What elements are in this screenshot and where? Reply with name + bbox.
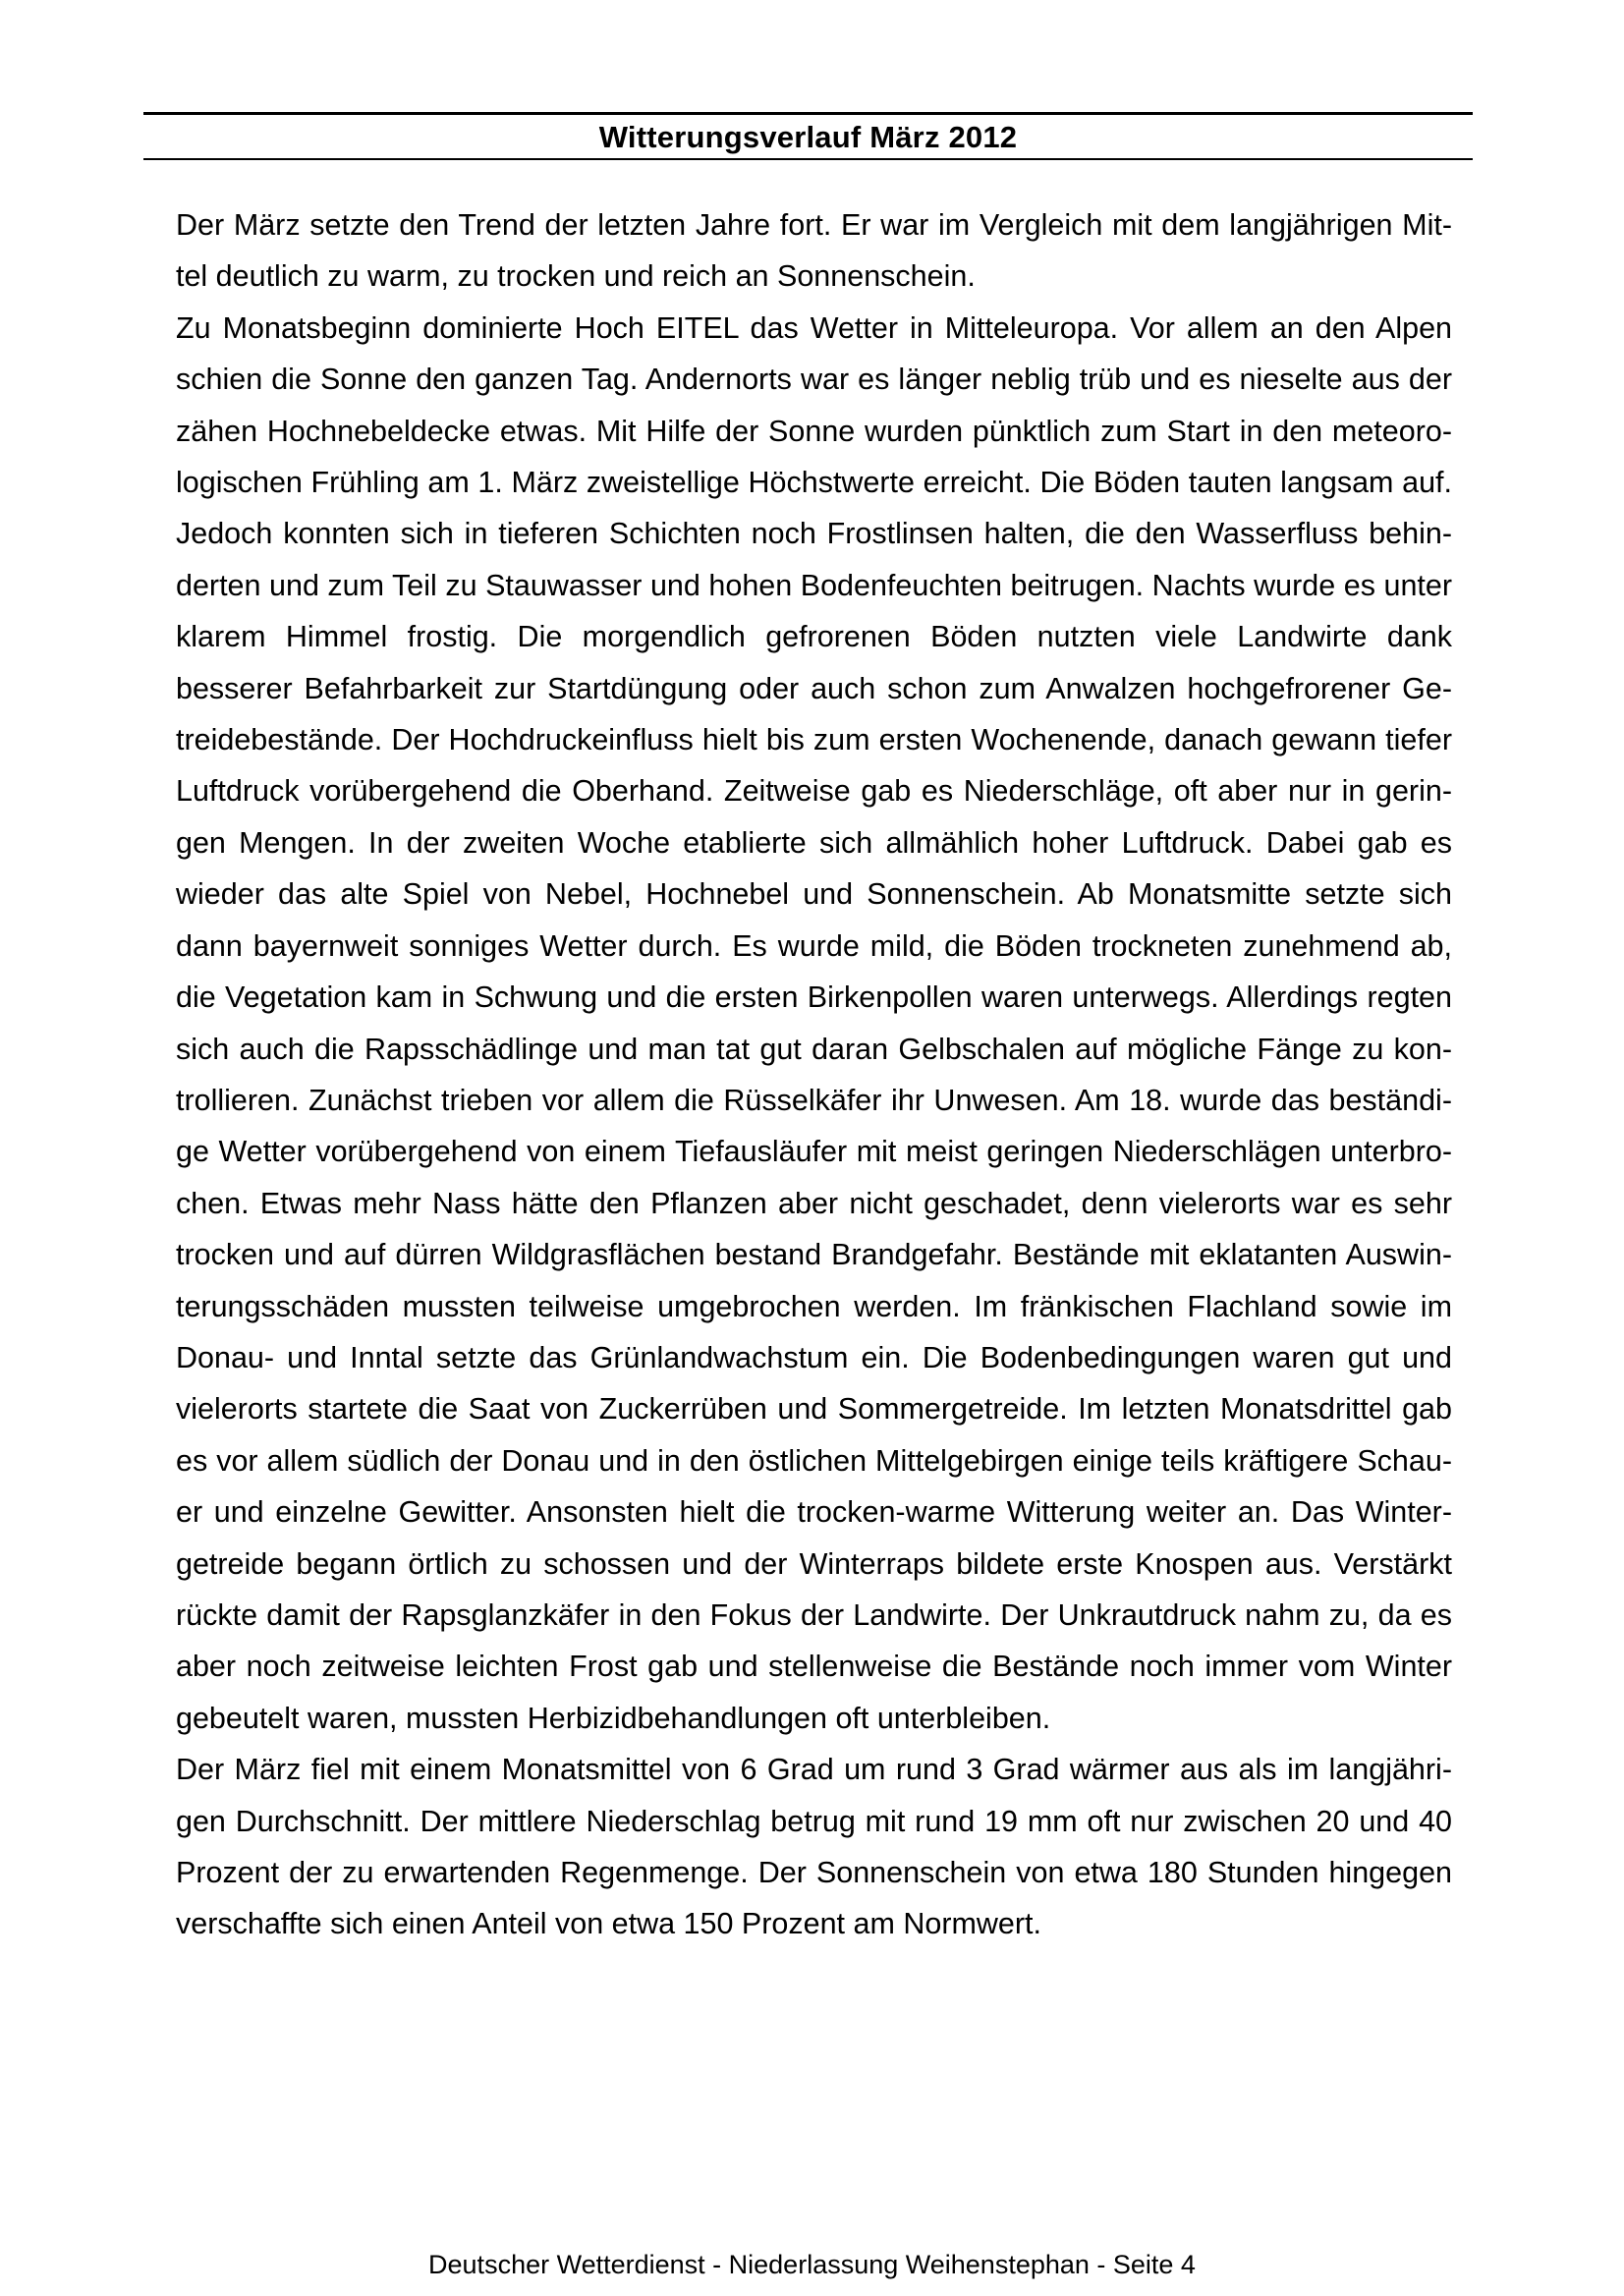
report-body: [176, 199, 1452, 1950]
weather-course-paragraph: Zu Monatsbeginn dominierte Hoch EITEL das Wetter in Mitteleuropa. Vor allem an den Alpen schien die Sonne den ganzen Tag. Andernorts war es länger neblig trüb und es nieselte aus der zähen Hochnebeldecke etwas. Mit Hilfe der Sonne wurden pünktlich zum Start in den meteorologischen Frühling am 1. März zweistellige Höchstwerte erreicht. Die Böden tauten langsam auf. Jedoch konnten sich in tieferen Schichten noch Frostlinsen halten, die den Wasserfluss behinderten und zum Teil zu Stauwasser und hohen Bodenfeuchten beitrugen. Nachts wurde es unter klarem Himmel frostig. Die morgendlich gefrorenen Böden nutzten viele Landwirte dank besserer Befahrbarkeit zur Startdüngung oder auch schon zum Anwalzen hochgefrorener Getreidebestände. Der Hochdruckeinfluss hielt bis zum ersten Wochenende, danach gewann tiefer Luftdruck vorübergehend die Oberhand. Zeitweise gab es Niederschläge, oft aber nur in geringen Mengen. In der zweiten Woche etablierte sich allmählich hoher Luftdruck. Dabei gab es wieder das alte Spiel von Nebel, Hochnebel und Sonnenschein. Ab Monatsmitte setzte sich dann bayernweit sonniges Wetter durch. Es wurde mild, die Böden trockneten zunehmend ab, die Vegetation kam in Schwung und die ersten Birkenpollen waren unterwegs. Allerdings regten sich auch die Rapsschädlinge und man tat gut daran Gelbschalen auf mögliche Fänge zu kontrollieren. Zunächst trieben vor allem die Rüsselkäfer ihr Unwesen. Am 18. wurde das beständige Wetter vorübergehend von einem Tiefausläufer mit meist geringen Niederschlägen unterbrochen. Etwas mehr Nass hätte den Pflanzen aber nicht geschadet, denn vielerorts war es sehr trocken und auf dürren Wildgrasflächen bestand Brandgefahr. Bestände mit eklatanten Auswinterungsschäden mussten teilweise umgebrochen werden. Im fränkischen Flachland sowie im Donau- und Inntal setzte das Grünlandwachstum ein. Die Bodenbedingungen waren gut und vielerorts startete die Saat von Zuckerrüben und Sommergetreide. Im letzten Monatsdrittel gab es vor allem südlich der Donau und in den östlichen Mittelgebirgen einige teils kräftigere Schauer und einzelne Gewitter. Ansonsten hielt die trocken-warme Witterung weiter an. Das Wintergetreide begann örtlich zu schossen und der Winterraps bildete erste Knospen aus. Verstärkt rückte damit der Rapsglanzkäfer in den Fokus der Landwirte. Der Unkrautdruck nahm zu, da es aber noch zeitweise leichten Frost gab und stellenweise die Bestände noch immer vom Winter gebeutelt waren, mussten Herbizidbehandlungen oft unterbleiben.: [176, 310, 1452, 1735]
page-footer: Deutscher Wetterdienst - Niederlassung Weihenstephan - Seite 4: [428, 2250, 1196, 2279]
intro-paragraph: Der März setzte den Trend der letzten Jahre fort. Er war im Vergleich mit dem langjährigen Mittel deutlich zu warm, zu trocken und reich an Sonnenschein.: [176, 208, 1452, 294]
page-title: Witterungsverlauf März 2012: [598, 119, 1018, 154]
summary-paragraph: Der März fiel mit einem Monatsmittel von 6 Grad um rund 3 Grad wärmer aus als im langjährigen Durchschnitt. Der mittlere Niederschlag betrug mit rund 19 mm oft nur zwischen 20 und 40 Prozent der zu erwartenden Regenmenge. Der Sonnenschein von etwa 180 Stunden hingegen verschaffte sich einen Anteil von etwa 150 Prozent am Normwert.: [176, 1753, 1452, 1941]
title-band: [143, 112, 1473, 160]
